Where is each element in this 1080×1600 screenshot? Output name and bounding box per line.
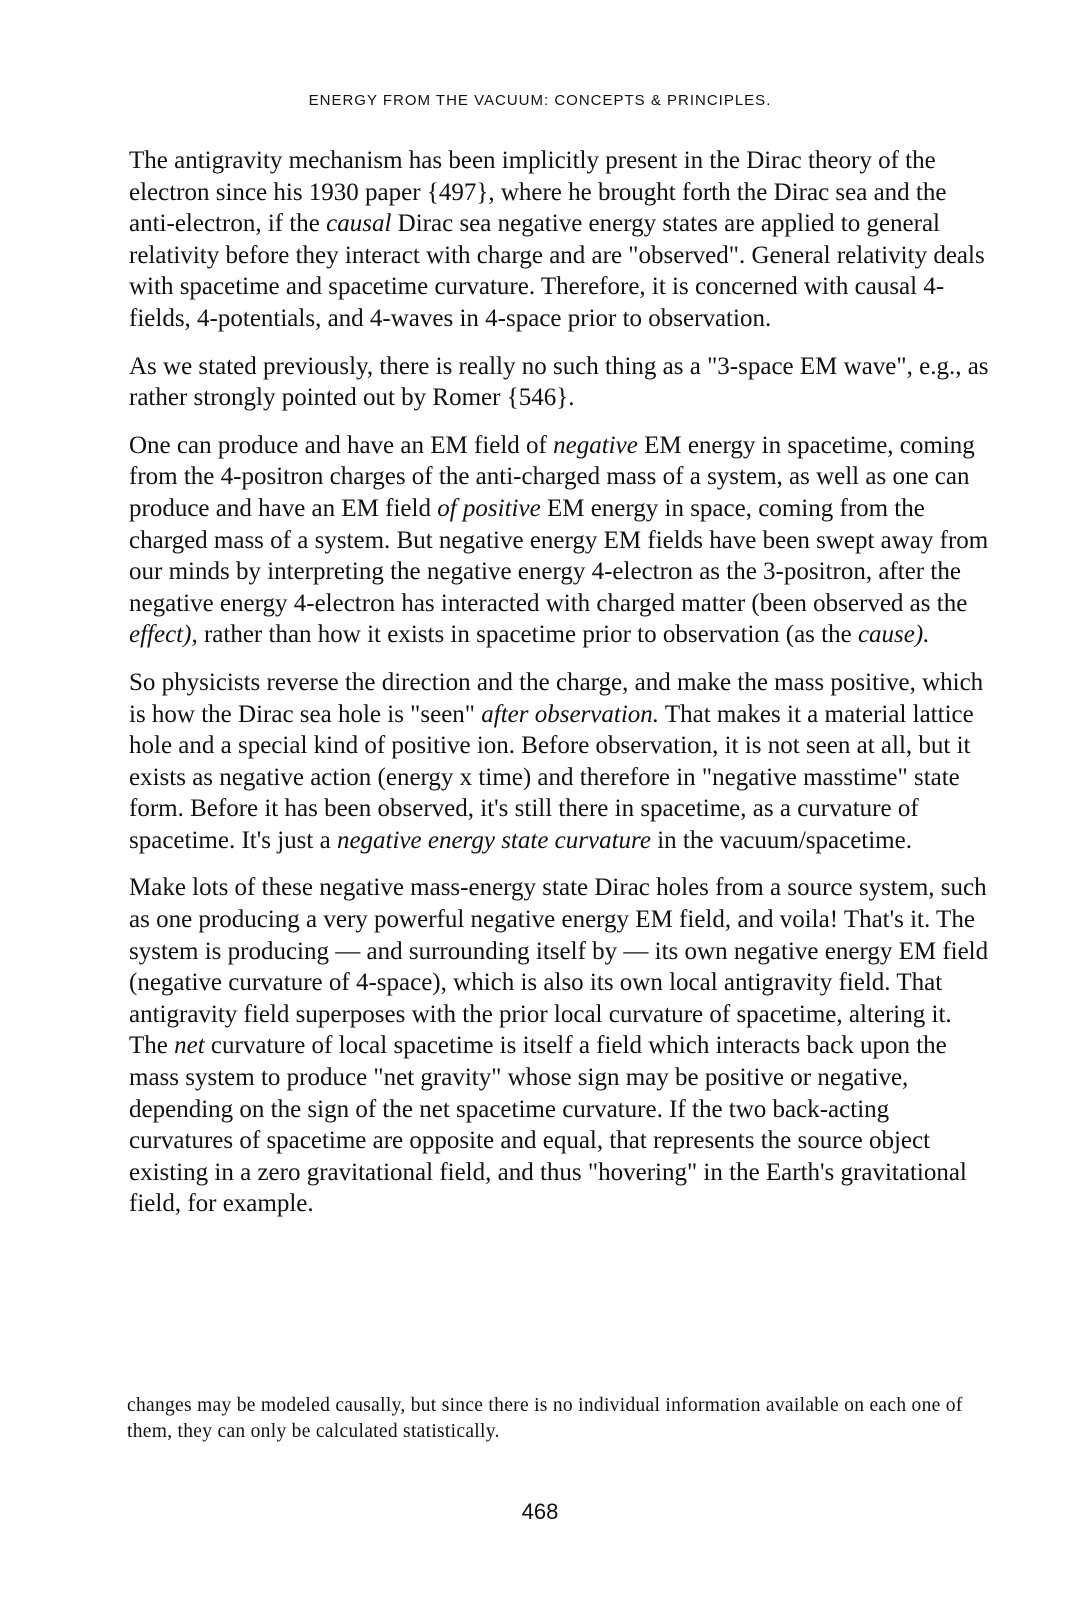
- text-segment: That makes it a material lattice hole and a special kind of positive ion. Before observation, it is not seen at all, but it exists as negative action (energy x time) and therefore in "negative masstime" state form. Before it has been observed, it's still there in spacetime, as a curvature of spacetime. It's just a: [129, 700, 974, 854]
- text-segment: One can produce and have an EM field of: [129, 431, 554, 459]
- paragraph: [129, 667, 989, 857]
- text-segment: Make lots of these negative mass-energy state Dirac holes from a source system, such as one producing a very powerful negative energy EM field, and voila! That's it. The system is producing — and surrounding itself by — its own negative energy EM field (negative curvature of 4-space), which is also its own local antigravity field. That antigravity field superposes with the prior local curvature of spacetime, altering it. The: [129, 874, 989, 1060]
- page-number: 468: [521, 1499, 559, 1524]
- text-segment: rather than how it exists in spacetime prior to observation (as the: [197, 621, 858, 649]
- text-segment: EM energy in spacetime, coming from the 4-positron charges of the anti-charged mass of a system, as well as one can produce and have an EM field: [129, 431, 975, 522]
- italic-segment: negative energy state curvature: [336, 826, 651, 854]
- italic-segment: effect),: [129, 621, 198, 649]
- text-segment: Dirac sea negative energy states are applied to general relativity before they interact with charge and are "observed". General relativity deals with spacetime and spacetime curvature. Therefore, it is concerned with causal 4-fields, 4-potentials, and 4-waves in 4-space prior to observation.: [129, 210, 985, 332]
- footnote-text: changes may be modeled causally, but since there is no individual information available on each one of them, they can only be calculated statistically.: [127, 1395, 963, 1442]
- text-segment: So physicists reverse the direction and the charge, and make the mass positive, which is how the Dirac sea hole is "seen": [129, 668, 984, 728]
- italic-segment: cause).: [857, 621, 930, 649]
- paragraph: [129, 430, 989, 651]
- paragraph: [129, 351, 989, 414]
- italic-segment: after observation.: [481, 700, 660, 728]
- italic-segment: of positive: [437, 494, 541, 522]
- text-segment: EM energy in space, coming from the charged mass of a system. But negative energy EM fields have been swept away from our minds by interpreting the negative energy 4-electron as the 3-positron, after the negative energy 4-electron has interacted with charged matter (been observed as the: [129, 494, 989, 617]
- text-segment: curvature of local spacetime is itself a field which interacts back upon the mass system to produce "net gravity" whose sign may be positive or negative, depending on the sign of the net spacetime curvature. If the two back-acting curvatures of spacetime are opposite and equal, that represents the source object existing in a zero gravitational field, and thus "hovering" in the Earth's gravitational field, for example.: [129, 1032, 967, 1218]
- body-text: [129, 145, 989, 1236]
- text-segment: in the vacuum/spacetime.: [650, 826, 912, 854]
- paragraph: [129, 145, 989, 335]
- italic-segment: causal: [326, 210, 392, 238]
- footnote: [127, 1393, 987, 1445]
- paragraph: [129, 872, 989, 1220]
- italic-segment: net: [174, 1032, 205, 1060]
- text-segment: As we stated previously, there is really no such thing as a "3-space EM wave", e.g., as rather strongly pointed out by Romer {546}.: [129, 352, 989, 412]
- italic-segment: negative: [553, 431, 638, 459]
- running-header: ENERGY FROM THE VACUUM: CONCEPTS & PRINCIPLES.: [308, 92, 772, 109]
- text-segment: The antigravity mechanism has been implicitly present in the Dirac theory of the electron since his 1930 paper {497}, where he brought forth the Dirac sea and the anti-electron, if the: [129, 147, 947, 238]
